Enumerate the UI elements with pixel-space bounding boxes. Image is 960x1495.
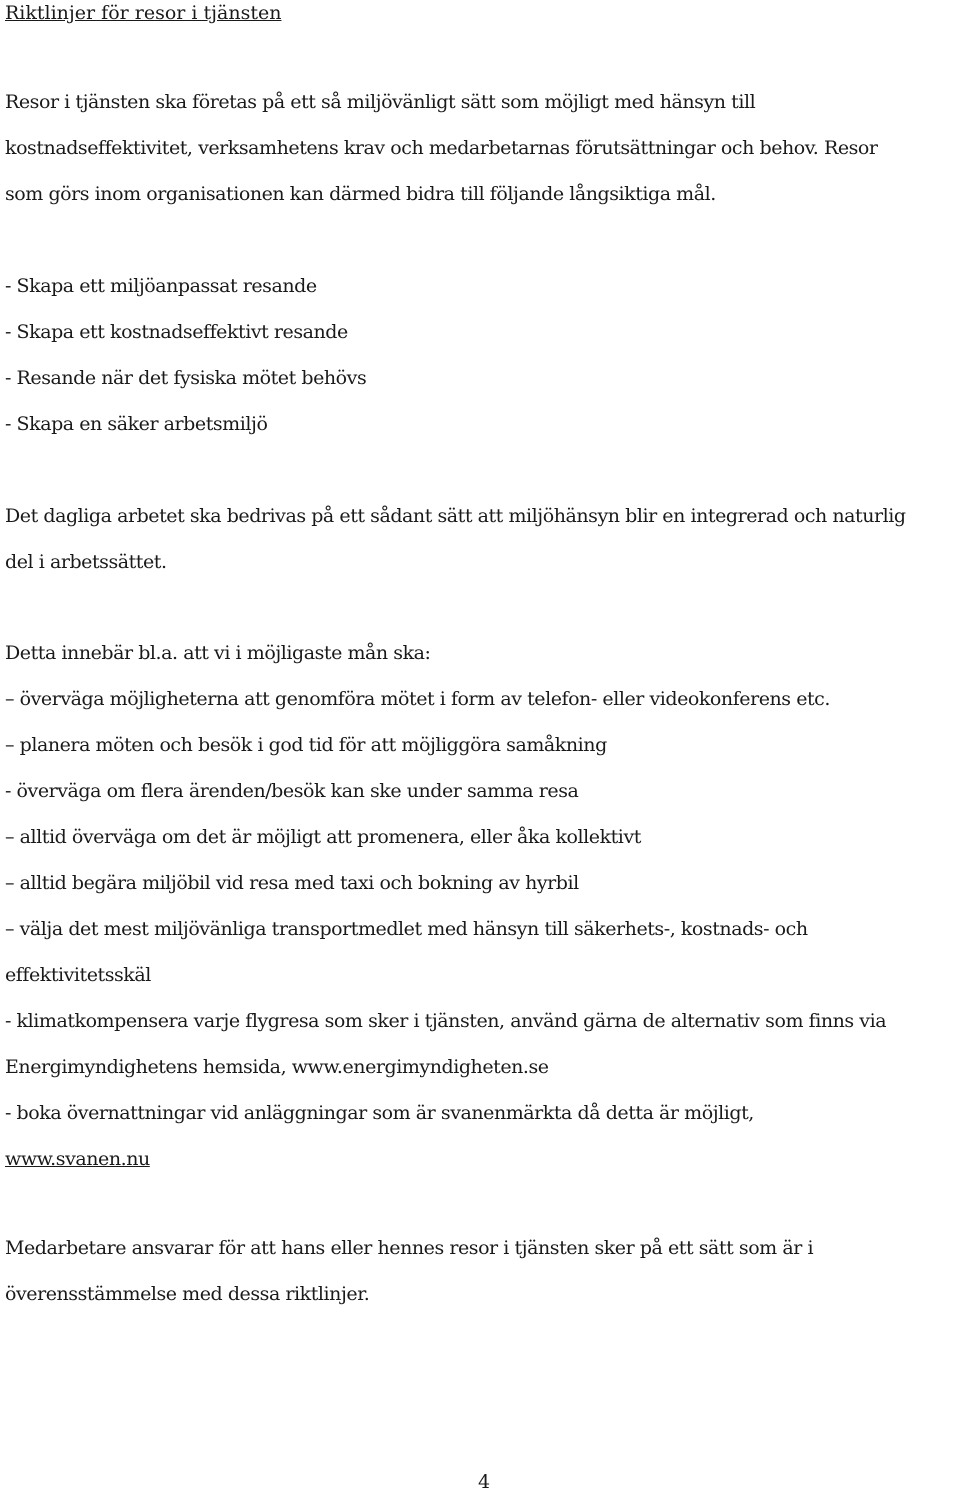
intro-line: Resor i tjänsten ska företas på ett så miljövänligt sätt som möjligt med hänsyn till [5, 91, 756, 113]
means-line [5, 1136, 957, 1182]
means-item: Energimyndighetens hemsida, www.energimyndigheten.se [5, 1056, 549, 1078]
daily-work-line: del i arbetssättet. [5, 551, 167, 573]
means-item: effektivitetsskäl [5, 964, 151, 986]
intro-line: som görs inom organisationen kan därmed bidra till följande långsiktiga mål. [5, 183, 716, 205]
means-item: – alltid begära miljöbil vid resa med taxi och bokning av hyrbil [5, 872, 579, 894]
intro-paragraph [5, 79, 957, 217]
responsibility-line: Medarbetare ansvarar för att hans eller hennes resor i tjänsten sker på ett sätt som är i [5, 1237, 814, 1259]
means-item: - överväga om flera ärenden/besök kan ske under samma resa [5, 780, 579, 802]
daily-work-paragraph [5, 493, 957, 585]
goal-item: - Resande när det fysiska mötet behövs [5, 367, 367, 389]
means-item: – alltid överväga om det är möjligt att promenera, eller åka kollektivt [5, 826, 641, 848]
responsibility-paragraph [5, 1225, 957, 1317]
means-list [5, 630, 957, 1182]
means-item: – överväga möjligheterna att genomföra mötet i form av telefon- eller videokonferens etc. [5, 688, 830, 710]
goal-item: - Skapa en säker arbetsmiljö [5, 413, 268, 435]
goal-item: - Skapa ett miljöanpassat resande [5, 275, 317, 297]
means-item: – planera möten och besök i god tid för att möjliggöra samåkning [5, 734, 607, 756]
daily-work-line: Det dagliga arbetet ska bedrivas på ett sådant sätt att miljöhänsyn blir en integrerad och naturlig [5, 505, 906, 527]
means-item: - klimatkompensera varje flygresa som sker i tjänsten, använd gärna de alternativ som finns via [5, 1010, 887, 1032]
means-item: – välja det mest miljövänliga transportmedlet med hänsyn till säkerhets-, kostnads- och [5, 918, 808, 940]
goal-item: - Skapa ett kostnadseffektivt resande [5, 321, 348, 343]
means-item: - boka övernattningar vid anläggningar som är svanenmärkta då detta är möjligt, [5, 1102, 754, 1124]
goals-list [5, 263, 957, 447]
page-number: 4 [478, 1471, 491, 1493]
responsibility-line: överensstämmelse med dessa riktlinjer. [5, 1283, 370, 1305]
intro-line: kostnadseffektivitet, verksamhetens krav och medarbetarnas förutsättningar och behov. Resor [5, 137, 878, 159]
document-title: Riktlinjer för resor i tjänsten [5, 2, 282, 24]
means-intro: Detta innebär bl.a. att vi i möjligaste mån ska: [5, 642, 431, 664]
svanen-link[interactable]: www.svanen.nu [5, 1148, 150, 1170]
